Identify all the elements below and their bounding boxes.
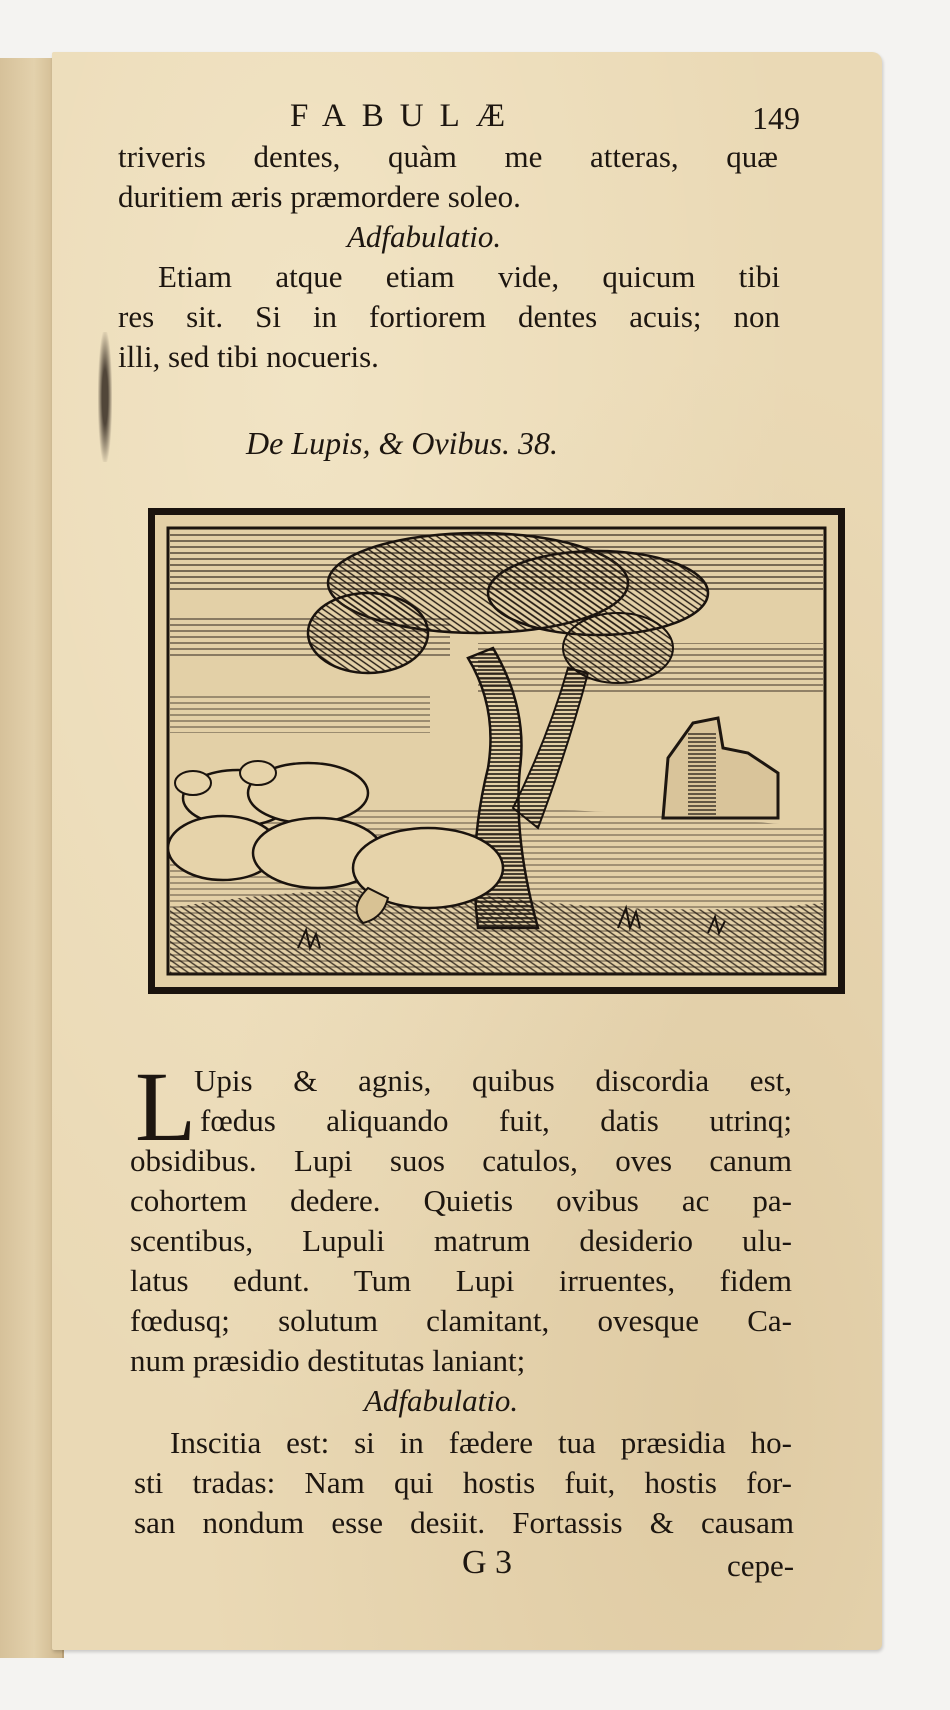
text-line: duritiem æris præmordere soleo.: [118, 179, 521, 214]
signature-mark: G 3: [462, 1544, 513, 1581]
text-line: Inscitia est: si in fædere tua præsidia ho-: [170, 1425, 792, 1460]
text-line: sti tradas: Nam qui hostis fuit, hostis for-: [134, 1465, 792, 1500]
text-line: fœdus aliquando fuit, datis utrinq;: [200, 1103, 792, 1138]
text-line: res sit. Si in fortiorem dentes acuis; non: [118, 299, 780, 334]
text-line: cohortem dedere. Quietis ovibus ac pa-: [130, 1183, 792, 1218]
drop-cap: L: [135, 1051, 197, 1162]
text-line: Etiam atque etiam vide, quicum tibi: [158, 259, 780, 294]
text-line: illi, sed tibi nocueris.: [118, 339, 379, 374]
text-line: num præsidio destitutas laniant;: [130, 1343, 526, 1378]
woodcut-illustration: [148, 508, 845, 994]
fable-title: De Lupis, & Ovibus. 38.: [246, 425, 558, 461]
text-line: Upis & agnis, quibus discordia est,: [194, 1063, 792, 1098]
text-line: latus edunt. Tum Lupi irruentes, fidem: [130, 1263, 792, 1298]
text-line: scentibus, Lupuli matrum desiderio ulu-: [130, 1223, 792, 1258]
woodcut-image: [148, 508, 845, 994]
book-page: [52, 52, 882, 1650]
page-number: 149: [752, 100, 800, 136]
moral-heading: Adfabulatio.: [347, 219, 502, 254]
moral-heading: Adfabulatio.: [364, 1383, 519, 1418]
running-title: FABULÆ: [290, 98, 522, 134]
text-line: obsidibus. Lupi suos catulos, oves canum: [130, 1143, 792, 1178]
text-line: fœdusq; solutum clamitant, ovesque Ca-: [130, 1303, 792, 1338]
text-line: san nondum esse desiit. Fortassis & causam: [134, 1505, 794, 1540]
catchword: cepe-: [727, 1548, 795, 1583]
ink-stain: [98, 332, 112, 462]
text-line: triveris dentes, quàm me atteras, quæ: [118, 139, 778, 174]
